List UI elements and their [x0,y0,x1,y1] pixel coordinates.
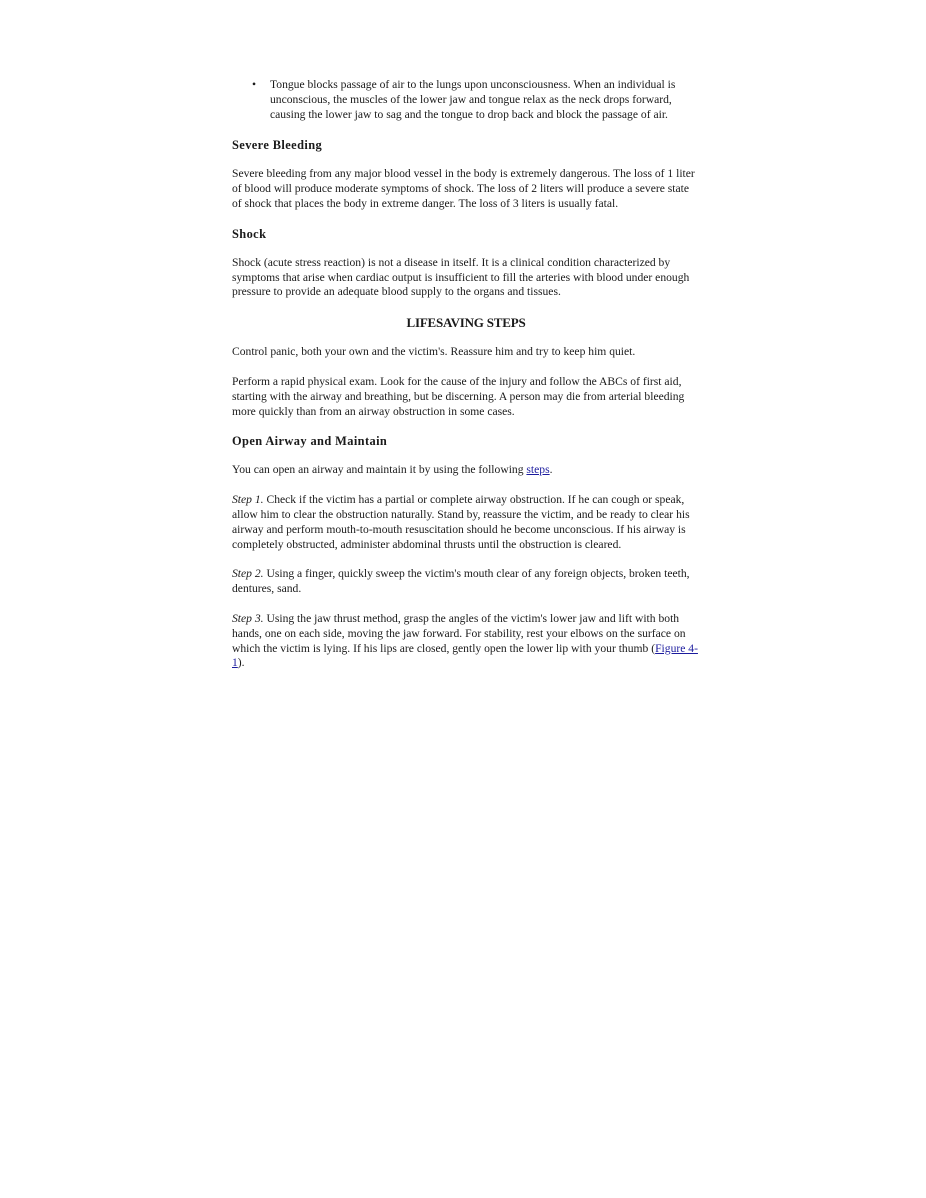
step-2-paragraph [232,567,700,597]
document-page [232,78,700,686]
figure-4-1-link[interactable]: Figure 4-1 [232,641,698,670]
step-1-text: Check if the victim has a partial or complete airway obstruction. If he can cough or speak, allow him to clear the obstruction naturally. Stand by, reassure the victim, and be ready to clear his airway and perform mouth-to-mouth resuscitation should he become unconscious. If his airway is completely obstructed, administer abdominal thrusts until the obstruction is cleared. [232,493,690,551]
bullet-text: Tongue blocks passage of air to the lungs upon unconsciousness. When an individual is unconscious, the muscles of the lower jaw and tongue relax as the neck drops forward, causing the lower jaw to sag and the tongue to drop back and block the passage of air. [270,78,676,121]
step-2-text: Using a finger, quickly sweep the victim's mouth clear of any foreign objects, broken teeth, dentures, sand. [232,567,690,596]
airway-intro-text: You can open an airway and maintain it by using the following [232,463,527,477]
step-3-paragraph [232,612,700,671]
steps-link[interactable]: steps [526,463,550,477]
step-3-end: ). [237,656,245,670]
list-item [232,78,700,122]
severe-bleeding-paragraph: Severe bleeding from any major blood vessel in the body is extremely dangerous. The loss of 1 liter of blood will produce moderate symptoms of shock. The loss of 2 liters will produce a severe state of shock that places the body in extreme danger. The loss of 3 liters is usually fatal. [232,167,695,210]
bullet-icon: • [252,78,257,91]
airway-intro-end: . [549,463,553,477]
control-panic-paragraph: Control panic, both your own and the victim's. Reassure him and try to keep him quiet. [232,345,636,359]
step-1-label: Step 1. [232,493,264,507]
physical-exam-paragraph: Perform a rapid physical exam. Look for the cause of the injury and follow the ABCs of first aid, starting with the airway and breathing, but be discerning. A person may die from arterial bleeding more quickly than from an airway obstruction in some cases. [232,374,685,418]
airway-intro-paragraph [232,463,700,478]
bullet-list [232,78,700,122]
shock-heading: Shock [232,226,267,241]
step-3-text: Using the jaw thrust method, grasp the angles of the victim's lower jaw and lift with both hands, one on each side, moving the jaw forward. For stability, rest your elbows on the surface on which the victim is lying. If his lips are closed, gently open the lower lip with your thumb ( [232,611,686,655]
lifesaving-steps-heading: LIFESAVING STEPS [406,315,526,331]
step-2-label: Step 2. [232,567,264,581]
shock-paragraph: Shock (acute stress reaction) is not a disease in itself. It is a clinical condition characterized by symptoms that arise when cardiac output is insufficient to fill the arteries with blood under enough pressure to provide an adequate blood supply to the organs and tissues. [232,255,690,299]
step-1-paragraph [232,493,700,552]
step-3-label: Step 3. [232,611,264,625]
severe-bleeding-heading: Severe Bleeding [232,138,323,153]
open-airway-heading: Open Airway and Maintain [232,434,388,449]
